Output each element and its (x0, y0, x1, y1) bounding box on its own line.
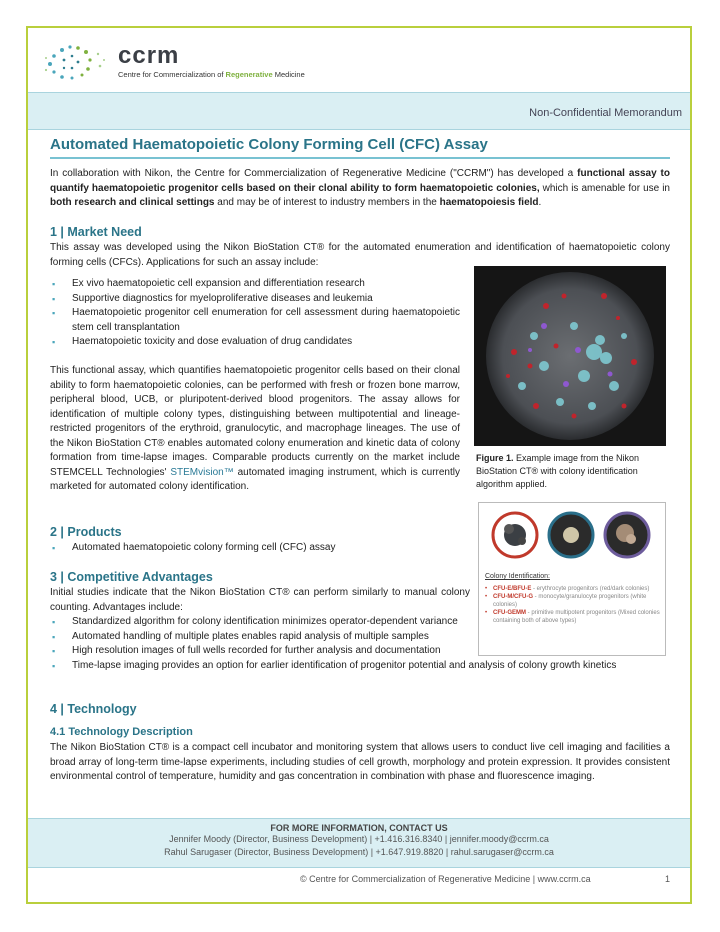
intro-text-2: which is amenable for use in (539, 182, 670, 194)
assay-description-paragraph (50, 364, 460, 495)
technology-paragraph: The Nikon BioStation CT® is a compact cell incubator and monitoring system that allows users to conduct live cell imaging and facilities a broad array of long-term time-lapse experiments, including studies of cell growth, morphology and protein expression. It provides consistent environmental control of temperature, humidity and gas concentration in combination with phase and fluorescence imaging. (50, 742, 670, 782)
contact-line-1[interactable]: Jennifer Moody (Director, Business Development) | +1.416.316.8340 | jennifer.moody@ccrm.ca (169, 834, 549, 844)
list-item: ▪ Haematopoietic toxicity and dose evaluation of drug candidates (50, 335, 460, 350)
list-item (485, 593, 663, 609)
figure-1-image (474, 266, 666, 446)
list-item: ▪ Time-lapse imaging provides an option for earlier identification of progenitor potential and analysis of colony growth kinetics (50, 659, 670, 674)
figure-1-label: Figure 1. (476, 453, 514, 463)
market-need-list (50, 277, 460, 350)
footer-heading: FOR MORE INFORMATION, CONTACT US (270, 823, 448, 833)
title-divider (50, 157, 670, 159)
assay-text-pre: This functional assay, which quantifies haematopoietic progenitor cells based on their clonal ability to form haematopoietic colonies, can be performed with fresh or frozen bone marrow, peripheral blood, UCB, or pluripotent-derived blood progenitors. The assay allows for identification of multiple colony types, distinguishing between multipotential and lineage-restricted progenitors of the erythroid, granulocytic, and macrophage lineages. The use of the Nikon BioStation CT® enables automated colony enumeration and kinetic data of colony formation from time-lapse images. Comparable products currently on the market include STEMCELL Technologies' (50, 365, 460, 478)
market-need-paragraph: This assay was developed using the Nikon BioStation CT® for the automated enumeration and identification of haematopoietic colony forming cells (CFCs). Applications for such an assay include: (50, 242, 670, 268)
colony-type-desc: - erythrocyte progenitors (red/dark colonies) (531, 586, 650, 592)
list-item (485, 585, 663, 593)
section-heading-market-need: 1 | Market Need (50, 225, 142, 239)
figure-1-caption (476, 452, 672, 491)
intro-paragraph (50, 167, 670, 211)
list-item: ▪ Standardized algorithm for colony identification minimizes operator-dependent variance (50, 615, 470, 630)
section-heading-technology: 4 | Technology (50, 702, 137, 716)
list-item: ▪ Supportive diagnostics for myeloproliferative diseases and leukemia (50, 292, 460, 307)
competitive-paragraph: Initial studies indicate that the Nikon BioStation CT® can perform similarly to manual colony counting. Advantages include: (50, 587, 470, 613)
list-item: ▪ Automated handling of multiple plates enables rapid analysis of multiple samples (50, 630, 670, 645)
logo-sub-post: Medicine (272, 70, 305, 79)
list-item: ▪ Automated haematopoietic colony forming cell (CFC) assay (50, 541, 460, 556)
contact-line-2[interactable]: Rahul Sarugaser (Director, Business Development) | +1.647.919.8820 | rahul.sarugaser@ccrm.ca (164, 847, 554, 857)
intro-text-4: . (538, 197, 542, 208)
page-title: Automated Haematopoietic Colony Forming Cell (CFC) Assay (50, 136, 488, 153)
colony-well-image (474, 266, 666, 446)
ccrm-logo (38, 36, 312, 88)
list-item: ▪ Haematopoietic progenitor cell enumeration for cell assessment during haematopoietic stem cell transplantation (50, 306, 460, 335)
logo-subtitle (118, 70, 305, 79)
section-heading-competitive-advantages: 3 | Competitive Advantages (50, 570, 213, 584)
competitive-list (50, 615, 670, 673)
assay-text-post: automated imaging instrument, which is currently marketed for automated colony identification. (50, 466, 460, 492)
colony-type-name: CFU-M/CFU-G (493, 594, 533, 600)
footer-contact-band (28, 818, 690, 868)
colony-type-name: CFU-GEMM (493, 610, 526, 616)
colony-type-desc: - monocyte/granulocyte progenitors (white colonies) (493, 594, 647, 608)
copyright-text: © Centre for Commercialization of Regenerative Medicine | www.ccrm.ca (300, 874, 591, 884)
colony-type-images (479, 503, 665, 567)
products-list (50, 541, 460, 556)
section-heading-products: 2 | Products (50, 525, 122, 539)
logo-sub-pre: Centre for Commercialization of (118, 70, 226, 79)
intro-text-1: In collaboration with Nikon, the Centre for Commercialization of Regenerative Medicine ("CCRM") has developed a (50, 168, 578, 179)
logo-wordmark: ccrm (118, 42, 180, 69)
intro-text-3: and may be of interest to industry members in the (214, 197, 440, 208)
stemvision-link[interactable]: STEMvision™ (170, 466, 234, 478)
figure-1-caption-text: Example image from the Nikon BioStation CT® with colony identification algorithm applied. (476, 453, 640, 489)
intro-bold-3: haematopoiesis field (439, 197, 539, 208)
list-item: ▪ High resolution images of full wells recorded for further analysis and documentation (50, 644, 670, 659)
colony-type-desc: - primitive multipotent progenitors (Mixed colonies containing both of above types) (493, 610, 660, 624)
intro-bold-1: functional assay to quantify haematopoietic progenitor cells based on their clonal ability to form haematopoietic colonies, (50, 168, 670, 194)
subsection-heading-technology-description: 4.1 Technology Description (50, 726, 193, 738)
header-band (28, 92, 690, 130)
confidentiality-label: Non-Confidential Memorandum (529, 107, 682, 119)
logo-dots-icon (42, 42, 116, 82)
page-number: 1 (665, 874, 671, 884)
intro-bold-2: both research and clinical settings (50, 197, 215, 208)
colony-type-name: CFU-E/BFU-E (493, 586, 532, 592)
colony-identification-title: Colony Identification: (485, 573, 550, 580)
logo-sub-accent: Regenerative (225, 70, 273, 79)
list-item: ▪ Ex vivo haematopoietic cell expansion and differentiation research (50, 277, 460, 292)
